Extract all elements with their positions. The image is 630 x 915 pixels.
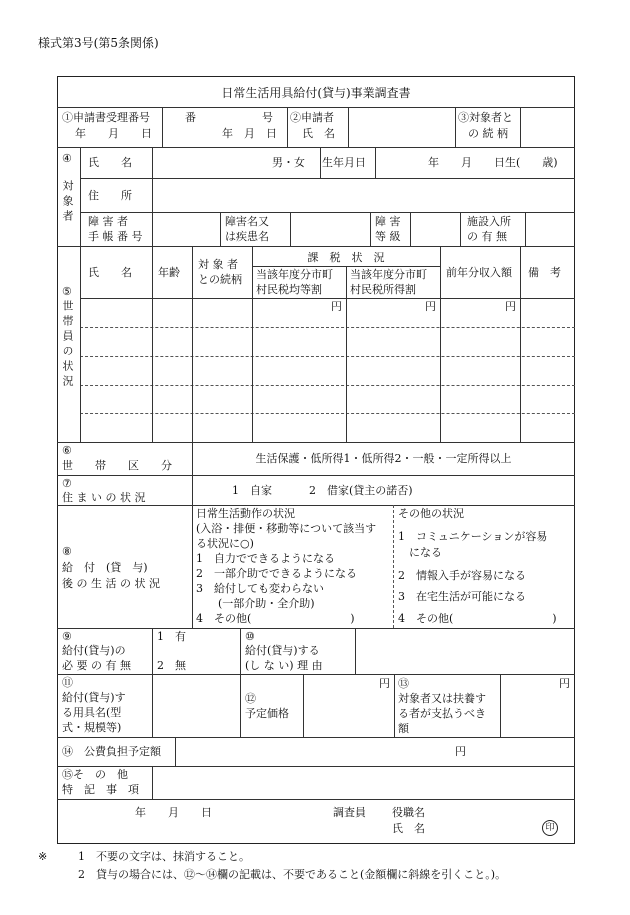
price-number: ⑫	[245, 692, 256, 705]
note-1: 1 不要の文字は、抹消すること。	[78, 850, 250, 863]
necessity-label-2: 必 要 の 有 無	[62, 659, 131, 672]
daily-activity-line: 1 自力でできるようになる	[196, 552, 335, 565]
other-status-line: 3 在宅生活が可能になる	[398, 590, 526, 603]
application-number-label: ①申請書受理番号	[62, 111, 150, 124]
yen-unit: 円	[505, 300, 516, 313]
yen-unit: 円	[425, 300, 436, 313]
facility-label-2: の 有 無	[467, 230, 507, 243]
daily-activity-line: る状況に○)	[196, 537, 254, 550]
public-burden-label: ⑭ 公費負担予定額	[62, 745, 161, 758]
item-label-2: る用具名(型	[62, 706, 122, 719]
other-status-line: 1 コミュニケーションが容易	[398, 530, 548, 543]
item-label-3: 式・規模等)	[62, 721, 122, 734]
item-number: ⑪	[62, 676, 73, 689]
subject-section-label: 対象者	[61, 180, 74, 225]
payment-label-3: 額	[398, 722, 409, 735]
housing-label: 住 ま い の 状 況	[62, 491, 146, 504]
investigation-date: 年 月 日	[135, 806, 212, 819]
disease-label-2: は疾患名	[225, 230, 269, 243]
relation-header-2: との続柄	[198, 273, 242, 286]
housing-number: ⑦	[62, 477, 72, 490]
sex-options: 男・女	[272, 156, 305, 169]
other-status-line: その他の状況	[398, 507, 464, 520]
other-status-line: になる	[398, 546, 442, 559]
birth-date-label: 生年月日	[322, 156, 366, 169]
tax-income-header-2: 村民税所得割	[350, 283, 416, 296]
note-2: 2 貸与の場合には、⑫～⑭欄の記載は、不要であること(金額欄に斜線を引くこと。)。	[78, 868, 507, 881]
disease-label: 障害名又	[225, 215, 269, 228]
tax-equal-header: 当該年度分市町	[256, 268, 333, 281]
necessity-option-yes: 1 有	[157, 630, 186, 643]
daily-activity-line: (一部介助・全介助)	[196, 597, 315, 610]
necessity-label: 給付(貸与)の	[62, 644, 126, 657]
daily-activity-line: 3 給付しても変わらない	[196, 582, 324, 595]
seal-mark: 印	[542, 820, 558, 836]
relation-label: ③対象者と	[458, 111, 513, 124]
necessity-number: ⑨	[62, 630, 72, 643]
subject-section-number: ④	[62, 152, 72, 165]
payment-number: ⑬	[398, 677, 409, 690]
item-label: 給付(貸与)す	[62, 691, 126, 704]
relation-header: 対 象 者	[198, 258, 238, 271]
relation-label-2: の 続 柄	[468, 127, 508, 140]
payment-yen: 円	[559, 677, 570, 690]
remarks-header: 備 考	[528, 266, 561, 279]
form-title: 日常生活用具給付(貸与)事業調査書	[221, 86, 411, 100]
price-yen: 円	[379, 677, 390, 690]
grade-label-2: 等 級	[375, 230, 401, 243]
daily-activity-line: 2 一部介助でできるようになる	[196, 567, 357, 580]
necessity-option-no: 2 無	[157, 659, 186, 672]
form-number: 様式第3号(第5条関係)	[38, 36, 159, 50]
payment-label: 対象者又は扶養す	[398, 692, 486, 705]
prior-income-header: 前年分収入額	[446, 266, 512, 279]
facility-label: 施設入所	[467, 215, 511, 228]
special-notes-label: ⑮そ の 他	[62, 768, 128, 781]
other-status-line: 4 その他( )	[398, 612, 557, 625]
investigator-name-label: 氏 名	[392, 822, 425, 835]
household-section-label: 世帯員の状況	[61, 300, 74, 390]
other-status-line: 2 情報入手が容易になる	[398, 569, 526, 582]
tax-income-header: 当該年度分市町	[350, 268, 427, 281]
reason-label: 給付(貸与)する	[245, 644, 320, 657]
date-label: 年 月 日	[222, 127, 277, 140]
notes-mark: ※	[38, 850, 48, 863]
position-label: 役職名	[392, 806, 425, 819]
public-burden-yen: 円	[455, 745, 466, 758]
subject-name-label: 氏 名	[88, 156, 132, 169]
housing-option-rent: 2 借家(貸主の諾否)	[309, 484, 413, 497]
number-label: 番 号	[185, 111, 273, 124]
age-header: 年齢	[158, 266, 180, 279]
classification-options: 生活保護・低所得1・低所得2・一般・一定所得以上	[255, 452, 512, 465]
classification-number: ⑥	[62, 444, 72, 457]
special-notes-label-2: 特 記 事 項	[62, 783, 139, 796]
price-label: 予定価格	[245, 707, 289, 720]
household-name-header: 氏 名	[88, 266, 132, 279]
reason-label-2: (し な い) 理 由	[245, 659, 323, 672]
tax-equal-header-2: 村民税均等割	[256, 283, 322, 296]
applicant-label: ②申請者	[290, 111, 334, 124]
household-section-number: ⑤	[62, 285, 72, 298]
investigator-label: 調査員	[333, 806, 366, 819]
after-life-label-2: 後 の 生 活 の 状 況	[62, 577, 160, 590]
handbook-number-label: 手 帳 番 号	[88, 230, 143, 243]
payment-label-2: る者が支払うべき	[398, 707, 486, 720]
after-life-number: ⑧	[62, 545, 72, 558]
grade-label: 障 害	[375, 215, 401, 228]
tax-status-header: 課 税 状 況	[307, 251, 385, 264]
after-life-label: 給 付 (貸 与)	[62, 561, 148, 574]
birth-date-value: 年 月 日生( 歳)	[428, 156, 558, 169]
classification-label: 世 帯 区 分	[62, 459, 172, 472]
address-label: 住 所	[88, 189, 132, 202]
daily-activity-line: 日常生活動作の状況	[196, 507, 295, 520]
handbook-label: 障 害 者	[88, 215, 128, 228]
applicant-name-label: 氏 名	[302, 127, 335, 140]
application-date-label: 年 月 日	[75, 127, 152, 140]
daily-activity-line: (入浴・排便・移動等について該当す	[196, 522, 377, 535]
daily-activity-line: 4 その他( )	[196, 612, 355, 625]
yen-unit: 円	[331, 300, 342, 313]
housing-option-own: 1 自家	[232, 484, 272, 497]
reason-number: ⑩	[245, 630, 255, 643]
